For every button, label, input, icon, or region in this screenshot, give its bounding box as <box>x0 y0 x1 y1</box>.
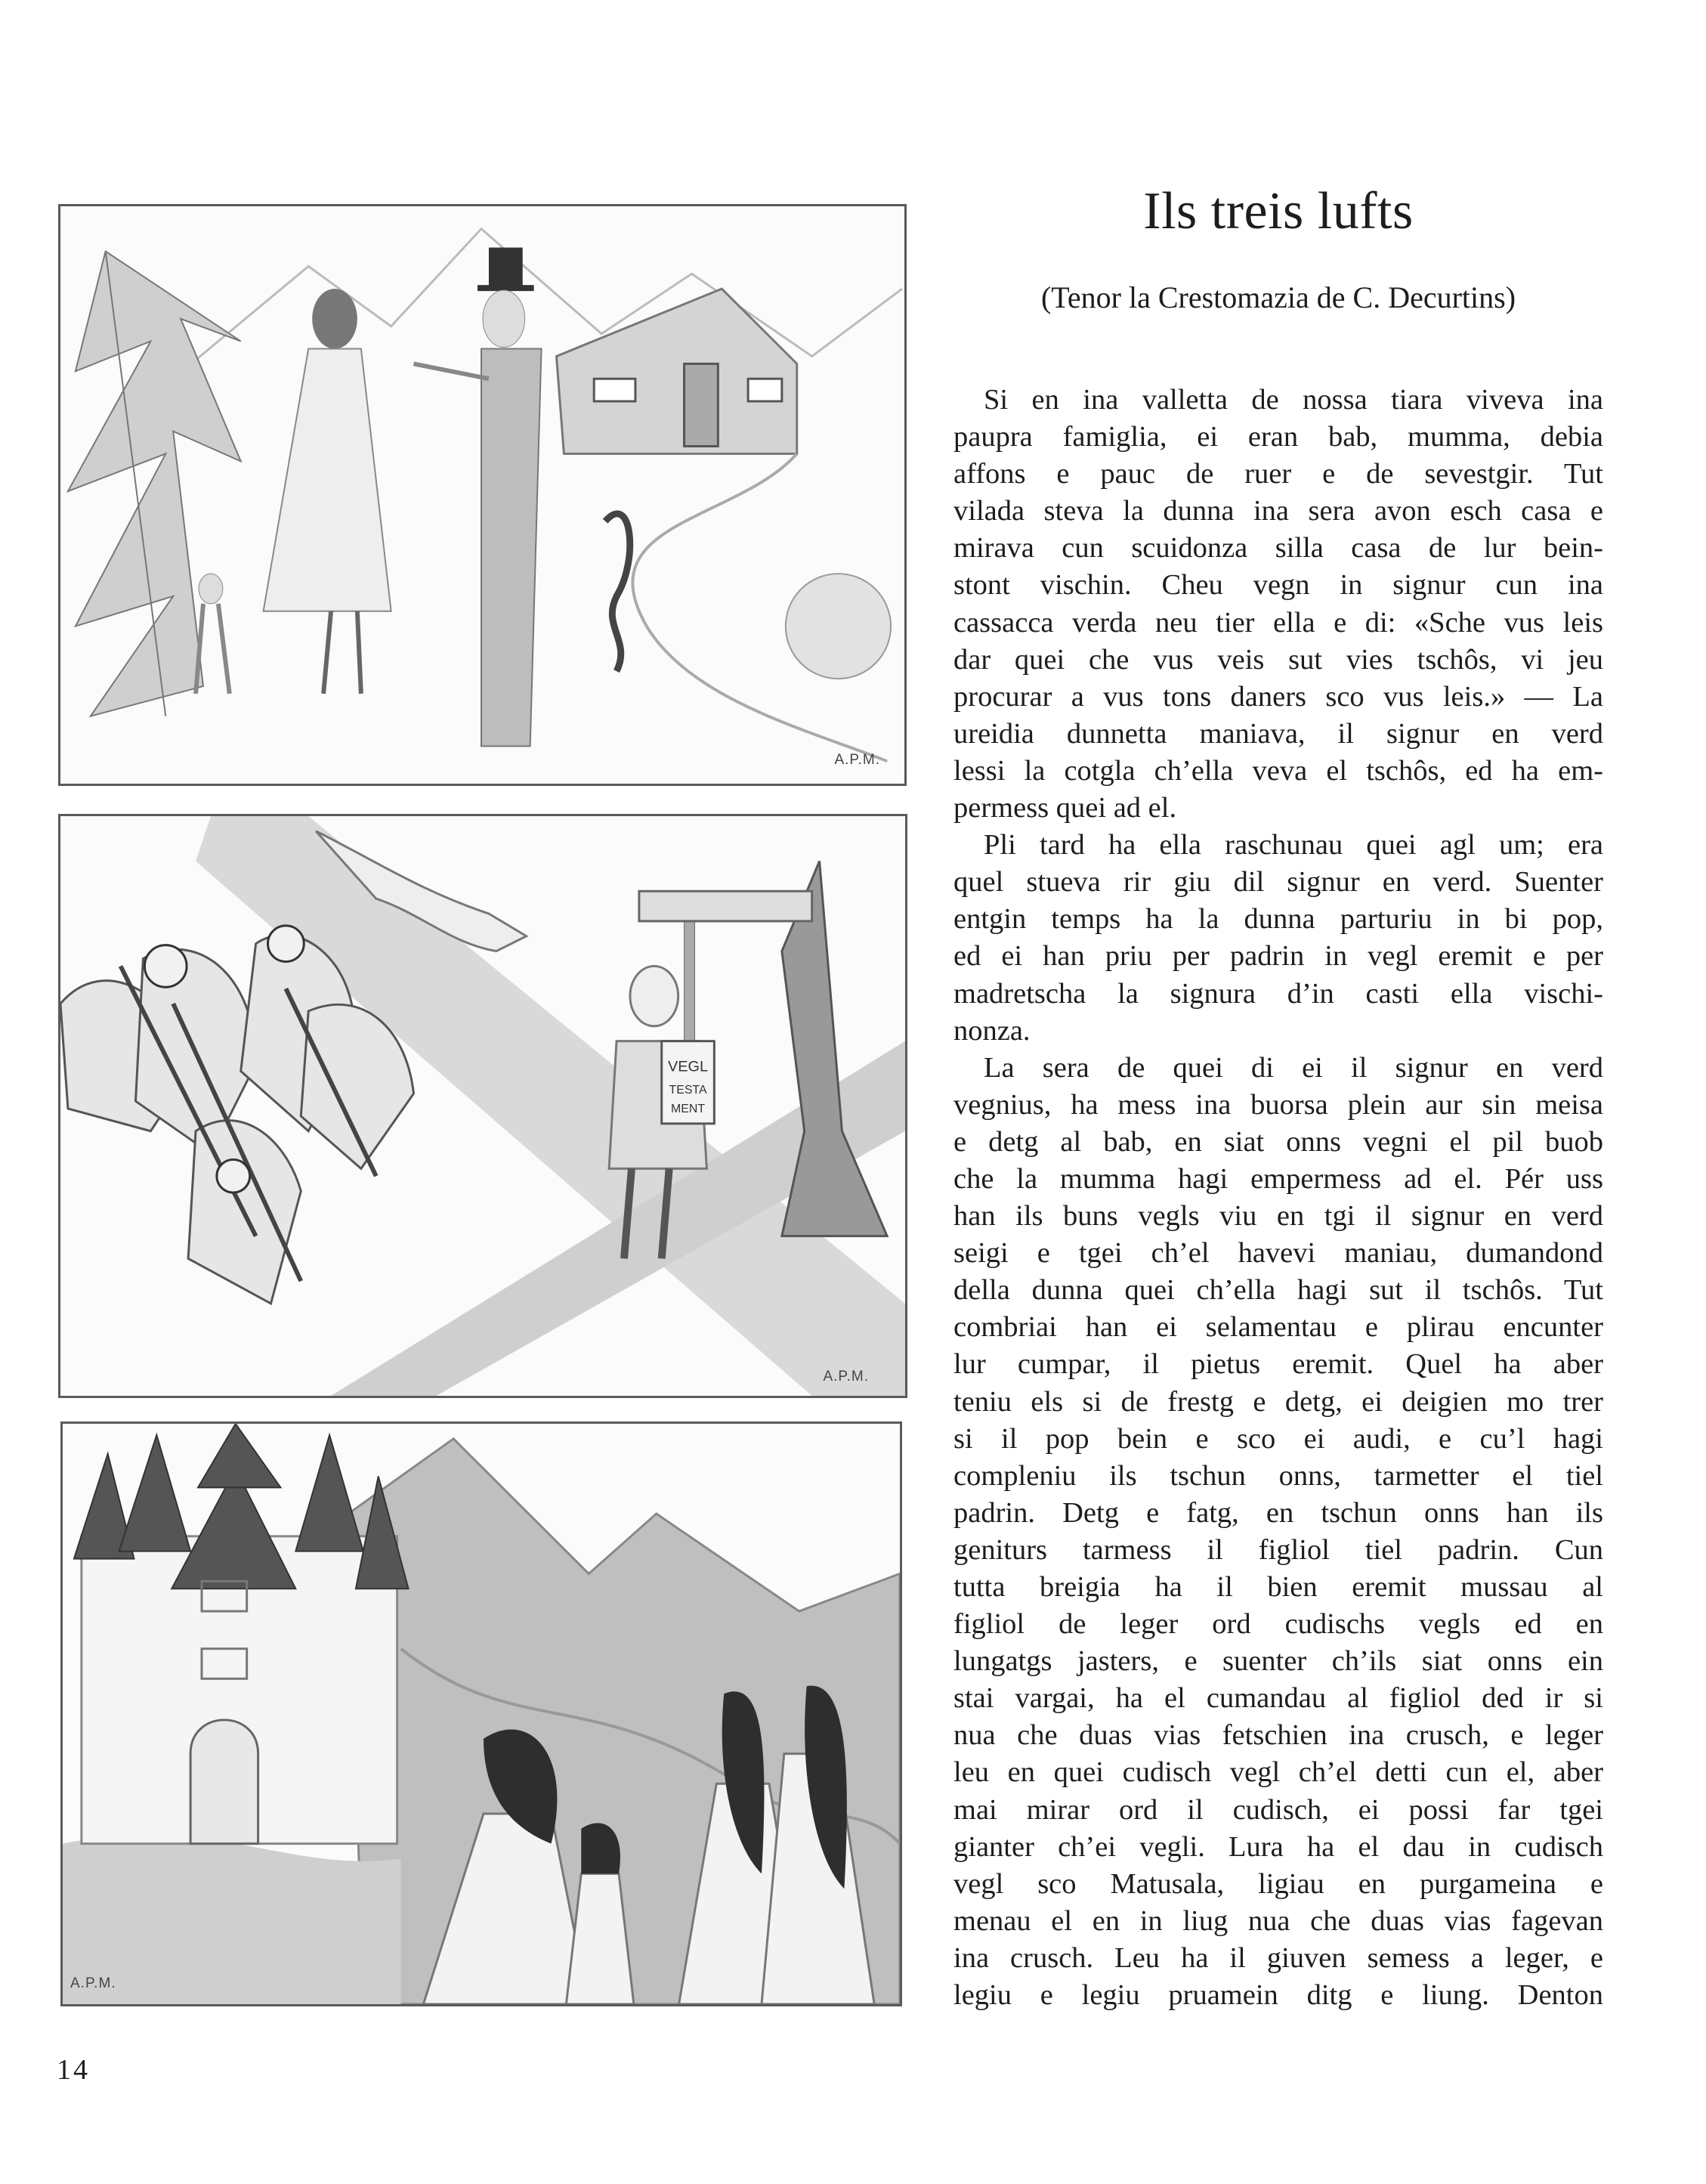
text-line: permess quei ad el. <box>953 792 1177 824</box>
text-line: madretscha la signura d’in casti ella vischi- <box>953 977 1603 1010</box>
text-line: stont vischin. Cheu vegn in signur cun ina <box>953 569 1603 602</box>
paragraph-2 <box>953 827 1603 1050</box>
text-line: lessi la cotgla ch’ella veva el tschôs, ed ha em- <box>953 754 1603 787</box>
pencil-drawing-icon <box>63 1424 900 2004</box>
text-line: procurar a vus tons daners sco vus leis.» — La <box>953 680 1603 713</box>
text-line: ureidia dunnetta maniava, il signur en verd <box>953 717 1603 750</box>
text-line: mai mirar ord il cudisch, ei possi far tgei <box>953 1793 1603 1826</box>
illustration-castle-women <box>60 1421 902 2006</box>
text-line: menau el en in liug nua che duas vias fagevan <box>953 1904 1603 1937</box>
text-line: Pli tard ha ella raschunau quei agl um; era <box>984 829 1603 862</box>
text-line: vegl sco Matusala, ligiau en purgameina e <box>953 1867 1603 1900</box>
pencil-drawing-icon <box>60 206 904 784</box>
text-line: tutta breigia ha il bien eremit mussau al <box>953 1571 1603 1603</box>
text-line: si il pop bein e sco ei audi, e cu’l hagi <box>953 1422 1603 1455</box>
artist-signature: A.P.M. <box>70 1975 116 1991</box>
artist-signature: A.P.M. <box>834 752 880 768</box>
paragraph-1 <box>953 382 1603 827</box>
artist-signature: A.P.M. <box>823 1369 869 1384</box>
text-line: nua che duas vias fetschien ina crusch, e leger <box>953 1719 1603 1752</box>
story-title: Ils treis lufts <box>1143 182 1414 240</box>
text-line: vilada steva la dunna ina sera avon esch casa e <box>953 495 1603 527</box>
text-line: vegnius, ha mess ina buorsa plein aur sin meisa <box>953 1088 1603 1121</box>
text-line: legiu e legiu pruamein ditg e liung. Denton <box>953 1979 1603 2012</box>
svg-text:MENT: MENT <box>671 1102 706 1115</box>
text-line: entgin temps ha la dunna parturiu in bi pop, <box>953 903 1603 936</box>
story-body <box>953 382 1603 2014</box>
page-number: 14 <box>57 2054 90 2086</box>
text-line: ed ei han priu per padrin in vegl eremit e per <box>953 940 1603 973</box>
svg-text:TESTA: TESTA <box>669 1084 707 1097</box>
text-line: compleniu ils tschun onns, tarmetter el tiel <box>953 1459 1603 1492</box>
text-line: lungatgs jasters, e suenter ch’ils siat onns ein <box>953 1645 1603 1678</box>
text-line: quel stueva rir giu dil signur en verd. Suenter <box>953 866 1603 899</box>
text-line: seigi e tgei ch’el havevi maniau, dumandond <box>953 1237 1603 1270</box>
illustration-crossroads-witches <box>58 814 907 1398</box>
text-line: che la mumma hagi empermess ad el. Pér uss <box>953 1162 1603 1195</box>
text-line: affons e pauc de ruer e de sevestgir. Tut <box>953 458 1603 490</box>
text-line: e detg al bab, en siat onns vegni el pil buob <box>953 1125 1603 1158</box>
svg-text:VEGL: VEGL <box>668 1058 709 1075</box>
text-line: mirava cun scuidonza silla casa de lur bein- <box>953 532 1603 565</box>
text-line: ina crusch. Leu ha il giuven semess a leger, e <box>953 1941 1603 1974</box>
text-line: figliol de leger ord cudischs vegls ed en <box>953 1608 1603 1641</box>
text-line: padrin. Detg e fatg, en tschun onns han ils <box>953 1496 1603 1529</box>
text-line: lur cumpar, il pietus eremit. Quel ha aber <box>953 1348 1603 1381</box>
text-line: della dunna quei ch’ella hagi sut il tschôs. Tut <box>953 1274 1603 1307</box>
text-line: teniu els si de frestg e detg, ei deigien mo trer <box>953 1385 1603 1418</box>
story-source-subtitle: (Tenor la Crestomazia de C. Decurtins) <box>1040 280 1516 314</box>
text-line: cassacca verda neu tier ella e di: «Sche vus leis <box>953 606 1603 639</box>
text-line: paupra famiglia, ei eran bab, mumma, debia <box>953 421 1603 453</box>
pencil-drawing-icon <box>60 816 905 1396</box>
text-line: geniturs tarmess il figliol tiel padrin. Cun <box>953 1533 1603 1566</box>
text-line: leu en quei cudisch vegl ch’el detti cun el, aber <box>953 1756 1603 1789</box>
text-line: La sera de quei di ei il signur en verd <box>984 1051 1603 1084</box>
text-line: Si en ina valletta de nossa tiara viveva ina <box>984 384 1603 416</box>
text-line: dar quei che vus veis sut vies tschôs, vi jeu <box>953 643 1603 676</box>
text-line: nonza. <box>953 1014 1031 1047</box>
text-line: combriai han ei selamentau e plirau encunter <box>953 1311 1603 1344</box>
text-line: han ils buns vegls viu en tgi il signur en verd <box>953 1200 1603 1233</box>
paragraph-3 <box>953 1050 1603 2014</box>
text-line: gianter ch’ei vegli. Lura ha el dau in cudisch <box>953 1830 1603 1863</box>
text-line: stai vargai, ha el cumandau al figliol ded ir si <box>953 1682 1603 1715</box>
illustration-green-man-meeting <box>58 204 907 786</box>
